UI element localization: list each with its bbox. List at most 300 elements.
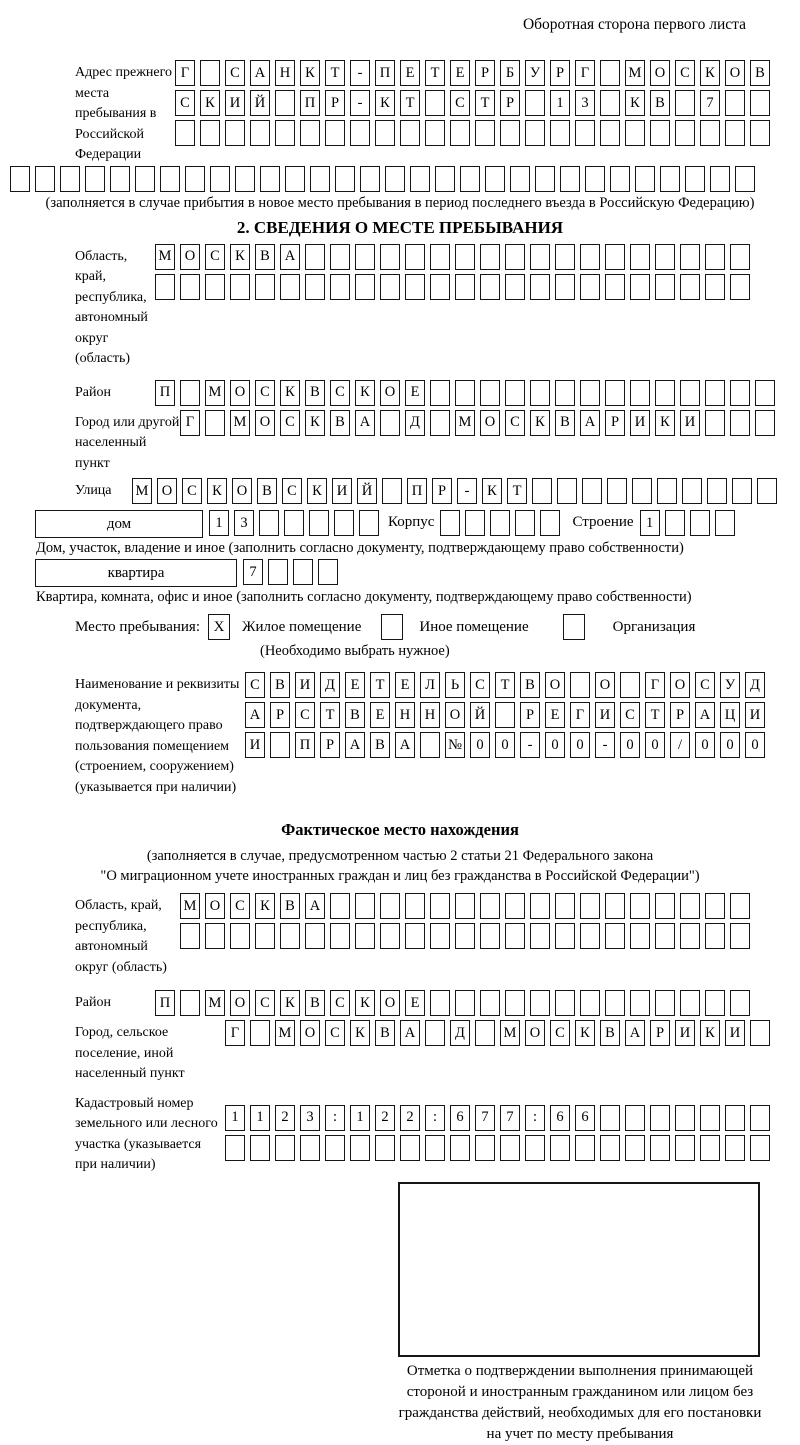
char-cell[interactable]: Е xyxy=(405,380,425,406)
char-cell[interactable]: И xyxy=(225,90,245,116)
char-cell[interactable] xyxy=(560,166,580,192)
char-cell[interactable] xyxy=(700,120,720,146)
stroenie-cells[interactable] xyxy=(640,510,735,536)
char-cell[interactable]: Ь xyxy=(445,672,465,698)
char-cell[interactable] xyxy=(660,166,680,192)
char-cell[interactable]: М xyxy=(275,1020,295,1046)
char-cell[interactable] xyxy=(259,510,279,536)
char-cell[interactable] xyxy=(730,274,750,300)
char-cell[interactable] xyxy=(475,120,495,146)
char-cell[interactable]: А xyxy=(250,60,270,86)
char-cell[interactable]: И xyxy=(630,410,650,436)
region-row-2[interactable] xyxy=(155,274,750,300)
char-cell[interactable]: Т xyxy=(400,90,420,116)
char-cell[interactable]: К xyxy=(700,60,720,86)
char-cell[interactable] xyxy=(425,1020,445,1046)
char-cell[interactable] xyxy=(655,244,675,270)
char-cell[interactable]: О xyxy=(380,380,400,406)
char-cell[interactable]: С xyxy=(450,90,470,116)
char-cell[interactable]: И xyxy=(595,702,615,728)
char-cell[interactable]: Н xyxy=(395,702,415,728)
char-cell[interactable] xyxy=(410,166,430,192)
char-cell[interactable]: С xyxy=(505,410,525,436)
char-cell[interactable]: Г xyxy=(180,410,200,436)
char-cell[interactable]: П xyxy=(155,380,175,406)
char-cell[interactable]: О xyxy=(650,60,670,86)
char-cell[interactable]: 2 xyxy=(275,1105,295,1131)
char-cell[interactable]: А xyxy=(400,1020,420,1046)
char-cell[interactable] xyxy=(505,990,525,1016)
char-cell[interactable] xyxy=(607,478,627,504)
char-cell[interactable]: А xyxy=(625,1020,645,1046)
char-cell[interactable] xyxy=(550,1135,570,1161)
char-cell[interactable]: : xyxy=(325,1105,345,1131)
char-cell[interactable]: С xyxy=(695,672,715,698)
char-cell[interactable] xyxy=(230,923,250,949)
char-cell[interactable] xyxy=(110,166,130,192)
char-cell[interactable]: О xyxy=(725,60,745,86)
char-cell[interactable] xyxy=(318,559,338,585)
char-cell[interactable] xyxy=(680,893,700,919)
char-cell[interactable]: Е xyxy=(400,60,420,86)
char-cell[interactable] xyxy=(750,1105,770,1131)
checkbox-organization[interactable] xyxy=(563,614,585,640)
char-cell[interactable] xyxy=(385,166,405,192)
char-cell[interactable] xyxy=(655,923,675,949)
char-cell[interactable]: М xyxy=(625,60,645,86)
char-cell[interactable] xyxy=(500,120,520,146)
char-cell[interactable]: К xyxy=(200,90,220,116)
char-cell[interactable] xyxy=(605,893,625,919)
char-cell[interactable] xyxy=(210,166,230,192)
char-cell[interactable]: С xyxy=(280,410,300,436)
char-cell[interactable] xyxy=(630,244,650,270)
actual-region-row-1[interactable] xyxy=(180,893,750,919)
char-cell[interactable]: 2 xyxy=(400,1105,420,1131)
char-cell[interactable] xyxy=(460,166,480,192)
char-cell[interactable]: К xyxy=(625,90,645,116)
char-cell[interactable]: Г xyxy=(225,1020,245,1046)
char-cell[interactable]: - xyxy=(595,732,615,758)
char-cell[interactable]: Е xyxy=(345,672,365,698)
char-cell[interactable] xyxy=(532,478,552,504)
char-cell[interactable] xyxy=(180,990,200,1016)
char-cell[interactable] xyxy=(585,166,605,192)
char-cell[interactable]: В xyxy=(370,732,390,758)
char-cell[interactable] xyxy=(730,410,750,436)
char-cell[interactable] xyxy=(707,478,727,504)
char-cell[interactable] xyxy=(530,923,550,949)
char-cell[interactable] xyxy=(225,120,245,146)
char-cell[interactable]: С xyxy=(230,893,250,919)
char-cell[interactable]: С xyxy=(295,702,315,728)
char-cell[interactable]: К xyxy=(355,990,375,1016)
char-cell[interactable] xyxy=(405,244,425,270)
char-cell[interactable] xyxy=(725,1105,745,1131)
char-cell[interactable] xyxy=(757,478,777,504)
char-cell[interactable]: К xyxy=(230,244,250,270)
char-cell[interactable] xyxy=(625,1135,645,1161)
char-cell[interactable] xyxy=(665,510,685,536)
char-cell[interactable]: 0 xyxy=(745,732,765,758)
char-cell[interactable] xyxy=(225,1135,245,1161)
char-cell[interactable] xyxy=(475,1020,495,1046)
char-cell[interactable] xyxy=(735,166,755,192)
char-cell[interactable] xyxy=(675,90,695,116)
char-cell[interactable] xyxy=(200,60,220,86)
char-cell[interactable]: 0 xyxy=(570,732,590,758)
char-cell[interactable] xyxy=(455,274,475,300)
char-cell[interactable]: Р xyxy=(320,732,340,758)
char-cell[interactable] xyxy=(730,990,750,1016)
char-cell[interactable]: В xyxy=(650,90,670,116)
char-cell[interactable] xyxy=(60,166,80,192)
char-cell[interactable] xyxy=(730,380,750,406)
char-cell[interactable]: С xyxy=(330,990,350,1016)
char-cell[interactable]: Й xyxy=(250,90,270,116)
char-cell[interactable]: П xyxy=(375,60,395,86)
char-cell[interactable] xyxy=(582,478,602,504)
char-cell[interactable] xyxy=(675,1105,695,1131)
char-cell[interactable]: В xyxy=(555,410,575,436)
char-cell[interactable] xyxy=(725,90,745,116)
char-cell[interactable] xyxy=(235,166,255,192)
char-cell[interactable]: С xyxy=(282,478,302,504)
char-cell[interactable] xyxy=(705,380,725,406)
char-cell[interactable]: 0 xyxy=(720,732,740,758)
char-cell[interactable] xyxy=(655,380,675,406)
char-cell[interactable]: К xyxy=(530,410,550,436)
char-cell[interactable] xyxy=(725,1135,745,1161)
char-cell[interactable]: О xyxy=(300,1020,320,1046)
char-cell[interactable] xyxy=(755,380,775,406)
char-cell[interactable]: 0 xyxy=(695,732,715,758)
char-cell[interactable]: Р xyxy=(500,90,520,116)
char-cell[interactable] xyxy=(632,478,652,504)
char-cell[interactable] xyxy=(525,120,545,146)
char-cell[interactable] xyxy=(420,732,440,758)
char-cell[interactable] xyxy=(657,478,677,504)
char-cell[interactable]: С xyxy=(205,244,225,270)
char-cell[interactable] xyxy=(450,1135,470,1161)
char-cell[interactable]: 0 xyxy=(470,732,490,758)
char-cell[interactable] xyxy=(480,244,500,270)
char-cell[interactable]: 7 xyxy=(475,1105,495,1131)
char-cell[interactable]: О xyxy=(205,893,225,919)
char-cell[interactable] xyxy=(555,244,575,270)
char-cell[interactable]: - xyxy=(457,478,477,504)
char-cell[interactable] xyxy=(425,120,445,146)
char-cell[interactable] xyxy=(268,559,288,585)
char-cell[interactable] xyxy=(605,923,625,949)
char-cell[interactable] xyxy=(382,478,402,504)
char-cell[interactable] xyxy=(35,166,55,192)
char-cell[interactable] xyxy=(455,244,475,270)
char-cell[interactable]: С xyxy=(330,380,350,406)
char-cell[interactable] xyxy=(680,380,700,406)
char-cell[interactable] xyxy=(600,60,620,86)
char-cell[interactable]: В xyxy=(305,380,325,406)
char-cell[interactable]: О xyxy=(595,672,615,698)
korpus-cells[interactable] xyxy=(440,510,560,536)
char-cell[interactable]: И xyxy=(332,478,352,504)
char-cell[interactable] xyxy=(200,120,220,146)
char-cell[interactable]: Ц xyxy=(720,702,740,728)
char-cell[interactable] xyxy=(300,120,320,146)
char-cell[interactable]: В xyxy=(345,702,365,728)
char-cell[interactable] xyxy=(680,923,700,949)
char-cell[interactable] xyxy=(580,893,600,919)
char-cell[interactable]: М xyxy=(230,410,250,436)
char-cell[interactable]: 1 xyxy=(225,1105,245,1131)
char-cell[interactable]: И xyxy=(725,1020,745,1046)
char-cell[interactable] xyxy=(380,410,400,436)
char-cell[interactable] xyxy=(750,120,770,146)
actual-region-row-2[interactable] xyxy=(180,923,750,949)
char-cell[interactable] xyxy=(600,1135,620,1161)
char-cell[interactable] xyxy=(535,166,555,192)
char-cell[interactable] xyxy=(480,380,500,406)
char-cell[interactable] xyxy=(495,702,515,728)
char-cell[interactable]: - xyxy=(350,90,370,116)
char-cell[interactable] xyxy=(205,274,225,300)
char-cell[interactable] xyxy=(430,923,450,949)
char-cell[interactable]: Д xyxy=(745,672,765,698)
char-cell[interactable] xyxy=(430,990,450,1016)
char-cell[interactable]: Е xyxy=(370,702,390,728)
char-cell[interactable]: У xyxy=(720,672,740,698)
checkbox-other-premises[interactable] xyxy=(381,614,403,640)
char-cell[interactable]: В xyxy=(280,893,300,919)
char-cell[interactable] xyxy=(330,274,350,300)
char-cell[interactable]: Т xyxy=(370,672,390,698)
char-cell[interactable] xyxy=(185,166,205,192)
char-cell[interactable] xyxy=(630,274,650,300)
char-cell[interactable] xyxy=(260,166,280,192)
char-cell[interactable] xyxy=(405,893,425,919)
previous-address-row-1[interactable] xyxy=(175,60,770,86)
char-cell[interactable] xyxy=(355,893,375,919)
char-cell[interactable] xyxy=(605,274,625,300)
char-cell[interactable]: В xyxy=(270,672,290,698)
char-cell[interactable]: 1 xyxy=(350,1105,370,1131)
char-cell[interactable] xyxy=(625,120,645,146)
char-cell[interactable]: К xyxy=(307,478,327,504)
char-cell[interactable]: К xyxy=(375,90,395,116)
checkbox-residential[interactable]: X xyxy=(208,614,230,640)
char-cell[interactable]: Л xyxy=(420,672,440,698)
char-cell[interactable]: 6 xyxy=(450,1105,470,1131)
char-cell[interactable] xyxy=(485,166,505,192)
char-cell[interactable]: А xyxy=(305,893,325,919)
char-cell[interactable] xyxy=(715,510,735,536)
char-cell[interactable] xyxy=(334,510,354,536)
char-cell[interactable]: К xyxy=(207,478,227,504)
char-cell[interactable] xyxy=(230,274,250,300)
char-cell[interactable]: К xyxy=(575,1020,595,1046)
char-cell[interactable] xyxy=(705,410,725,436)
char-cell[interactable] xyxy=(350,120,370,146)
char-cell[interactable]: А xyxy=(280,244,300,270)
char-cell[interactable] xyxy=(465,510,485,536)
char-cell[interactable]: Р xyxy=(325,90,345,116)
char-cell[interactable]: К xyxy=(280,990,300,1016)
char-cell[interactable] xyxy=(630,923,650,949)
char-cell[interactable]: П xyxy=(407,478,427,504)
char-cell[interactable]: К xyxy=(255,893,275,919)
char-cell[interactable]: А xyxy=(695,702,715,728)
char-cell[interactable]: : xyxy=(425,1105,445,1131)
char-cell[interactable]: 1 xyxy=(640,510,660,536)
char-cell[interactable]: О xyxy=(157,478,177,504)
char-cell[interactable] xyxy=(580,380,600,406)
char-cell[interactable]: О xyxy=(180,244,200,270)
char-cell[interactable] xyxy=(400,1135,420,1161)
previous-address-row-2[interactable] xyxy=(175,90,770,116)
char-cell[interactable] xyxy=(732,478,752,504)
char-cell[interactable] xyxy=(540,510,560,536)
char-cell[interactable]: Е xyxy=(395,672,415,698)
char-cell[interactable]: И xyxy=(680,410,700,436)
char-cell[interactable] xyxy=(480,990,500,1016)
char-cell[interactable]: О xyxy=(525,1020,545,1046)
char-cell[interactable]: / xyxy=(670,732,690,758)
char-cell[interactable] xyxy=(710,166,730,192)
char-cell[interactable] xyxy=(555,923,575,949)
char-cell[interactable]: К xyxy=(350,1020,370,1046)
char-cell[interactable]: М xyxy=(205,380,225,406)
char-cell[interactable] xyxy=(620,672,640,698)
char-cell[interactable] xyxy=(250,1020,270,1046)
char-cell[interactable] xyxy=(355,923,375,949)
char-cell[interactable]: - xyxy=(520,732,540,758)
char-cell[interactable]: С xyxy=(225,60,245,86)
char-cell[interactable]: А xyxy=(580,410,600,436)
char-cell[interactable] xyxy=(630,990,650,1016)
char-cell[interactable]: 7 xyxy=(700,90,720,116)
char-cell[interactable]: М xyxy=(132,478,152,504)
street-row[interactable] xyxy=(132,478,777,504)
char-cell[interactable] xyxy=(359,510,379,536)
char-cell[interactable]: К xyxy=(280,380,300,406)
char-cell[interactable] xyxy=(525,90,545,116)
char-cell[interactable] xyxy=(450,120,470,146)
char-cell[interactable] xyxy=(580,990,600,1016)
char-cell[interactable] xyxy=(605,244,625,270)
char-cell[interactable] xyxy=(305,923,325,949)
char-cell[interactable] xyxy=(280,923,300,949)
char-cell[interactable] xyxy=(650,120,670,146)
char-cell[interactable] xyxy=(605,380,625,406)
char-cell[interactable]: О xyxy=(230,990,250,1016)
char-cell[interactable] xyxy=(575,1135,595,1161)
char-cell[interactable]: Р xyxy=(605,410,625,436)
char-cell[interactable] xyxy=(675,120,695,146)
char-cell[interactable] xyxy=(625,1105,645,1131)
char-cell[interactable]: С xyxy=(245,672,265,698)
char-cell[interactable] xyxy=(309,510,329,536)
char-cell[interactable] xyxy=(705,244,725,270)
char-cell[interactable]: К xyxy=(482,478,502,504)
char-cell[interactable]: Р xyxy=(475,60,495,86)
char-cell[interactable] xyxy=(180,274,200,300)
char-cell[interactable] xyxy=(525,1135,545,1161)
char-cell[interactable] xyxy=(135,166,155,192)
char-cell[interactable]: А xyxy=(245,702,265,728)
char-cell[interactable] xyxy=(475,1135,495,1161)
char-cell[interactable] xyxy=(550,120,570,146)
char-cell[interactable]: : xyxy=(525,1105,545,1131)
char-cell[interactable]: 2 xyxy=(375,1105,395,1131)
char-cell[interactable]: Т xyxy=(425,60,445,86)
char-cell[interactable] xyxy=(455,923,475,949)
actual-district-row[interactable] xyxy=(155,990,750,1016)
char-cell[interactable]: Р xyxy=(270,702,290,728)
district-row[interactable] xyxy=(155,380,775,406)
char-cell[interactable] xyxy=(430,410,450,436)
char-cell[interactable] xyxy=(555,893,575,919)
char-cell[interactable]: 7 xyxy=(500,1105,520,1131)
char-cell[interactable]: В xyxy=(750,60,770,86)
char-cell[interactable] xyxy=(335,166,355,192)
char-cell[interactable]: М xyxy=(180,893,200,919)
char-cell[interactable] xyxy=(305,274,325,300)
char-cell[interactable] xyxy=(750,90,770,116)
char-cell[interactable] xyxy=(255,274,275,300)
char-cell[interactable] xyxy=(155,274,175,300)
char-cell[interactable]: Р xyxy=(550,60,570,86)
char-cell[interactable]: В xyxy=(375,1020,395,1046)
char-cell[interactable] xyxy=(440,510,460,536)
char-cell[interactable] xyxy=(600,90,620,116)
char-cell[interactable]: О xyxy=(255,410,275,436)
char-cell[interactable] xyxy=(85,166,105,192)
char-cell[interactable]: Е xyxy=(545,702,565,728)
char-cell[interactable] xyxy=(705,990,725,1016)
char-cell[interactable] xyxy=(355,274,375,300)
document-row-3[interactable] xyxy=(245,732,765,758)
char-cell[interactable] xyxy=(310,166,330,192)
char-cell[interactable] xyxy=(455,893,475,919)
char-cell[interactable]: 6 xyxy=(575,1105,595,1131)
char-cell[interactable] xyxy=(500,1135,520,1161)
char-cell[interactable]: М xyxy=(205,990,225,1016)
char-cell[interactable] xyxy=(505,923,525,949)
char-cell[interactable] xyxy=(205,923,225,949)
char-cell[interactable]: О xyxy=(480,410,500,436)
char-cell[interactable] xyxy=(700,1135,720,1161)
char-cell[interactable] xyxy=(630,380,650,406)
char-cell[interactable] xyxy=(180,380,200,406)
char-cell[interactable]: О xyxy=(670,672,690,698)
char-cell[interactable] xyxy=(705,274,725,300)
char-cell[interactable] xyxy=(600,120,620,146)
char-cell[interactable]: 6 xyxy=(550,1105,570,1131)
char-cell[interactable]: Н xyxy=(275,60,295,86)
char-cell[interactable] xyxy=(430,244,450,270)
document-row-1[interactable] xyxy=(245,672,765,698)
char-cell[interactable] xyxy=(655,893,675,919)
char-cell[interactable] xyxy=(380,244,400,270)
char-cell[interactable]: 3 xyxy=(234,510,254,536)
house-number-cells[interactable] xyxy=(209,510,379,536)
char-cell[interactable] xyxy=(300,1135,320,1161)
char-cell[interactable]: Д xyxy=(450,1020,470,1046)
char-cell[interactable] xyxy=(425,90,445,116)
char-cell[interactable] xyxy=(530,990,550,1016)
char-cell[interactable]: № xyxy=(445,732,465,758)
char-cell[interactable] xyxy=(455,380,475,406)
